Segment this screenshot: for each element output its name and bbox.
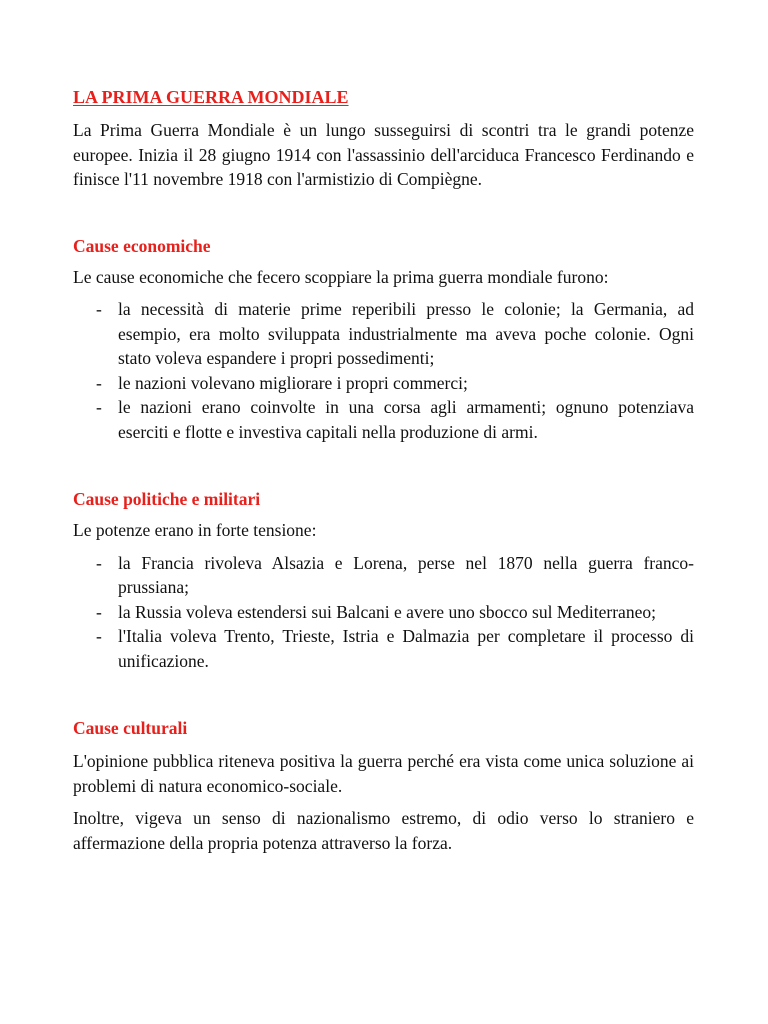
bullet-dash: - — [96, 397, 102, 417]
section-heading-cultural: Cause culturali — [73, 718, 188, 738]
section-lead-political: Le potenze erano in forte tensione: — [73, 520, 317, 540]
list-item — [73, 624, 694, 673]
list-item-text: le nazioni erano coinvolte in una corsa agli armamenti; ognuno potenziava eserciti e flotte e investiva capitali nella produzione di armi. — [118, 397, 694, 442]
document-title: LA PRIMA GUERRA MONDIALE — [73, 87, 349, 107]
bullet-dash: - — [96, 626, 102, 646]
intro-paragraph: La Prima Guerra Mondiale è un lungo susseguirsi di scontri tra le grandi potenze europee. Inizia il 28 giugno 1914 con l'assassinio dell'arciduca Francesco Ferdinando e finisce l'11 novembre 1918 con l'armistizio di Compiègne. — [73, 120, 694, 189]
list-item-text: la Russia voleva estendersi sui Balcani e avere uno sbocco sul Mediterraneo; — [118, 601, 656, 622]
section-heading-economic: Cause economiche — [73, 235, 211, 256]
cultural-paragraph: L'opinione pubblica riteneva positiva la guerra perché era vista come unica soluzione ai problemi di natura economico-sociale. — [73, 751, 694, 796]
list-item — [73, 371, 694, 396]
political-causes-list — [73, 551, 694, 674]
bullet-dash: - — [96, 299, 102, 319]
list-item — [73, 600, 694, 625]
list-item — [73, 297, 694, 371]
section-lead-economic: Le cause economiche che fecero scoppiare la prima guerra mondiale furono: — [73, 266, 609, 287]
list-item — [73, 395, 694, 444]
bullet-dash: - — [96, 552, 102, 573]
list-item-text: le nazioni volevano migliorare i propri commerci; — [118, 372, 468, 393]
bullet-dash: - — [96, 372, 102, 393]
list-item-text: la Francia rivoleva Alsazia e Lorena, perse nel 1870 nella guerra franco-prussiana; — [118, 552, 694, 597]
section-heading-political: Cause politiche e militari — [73, 489, 261, 509]
list-item — [73, 551, 694, 600]
cultural-paragraph: Inoltre, vigeva un senso di nazionalismo estremo, di odio verso lo straniero e affermazione della propria potenza attraverso la forza. — [73, 808, 694, 853]
list-item-text: l'Italia voleva Trento, Trieste, Istria e Dalmazia per completare il processo di unificazione. — [118, 626, 694, 671]
document-page — [73, 86, 694, 855]
list-item-text: la necessità di materie prime reperibili presso le colonie; la Germania, ad esempio, era molto sviluppata industrialmente ma aveva poche colonie. Ogni stato voleva espandere i propri possedimenti; — [118, 299, 694, 368]
economic-causes-list — [73, 297, 694, 444]
bullet-dash: - — [96, 601, 102, 622]
